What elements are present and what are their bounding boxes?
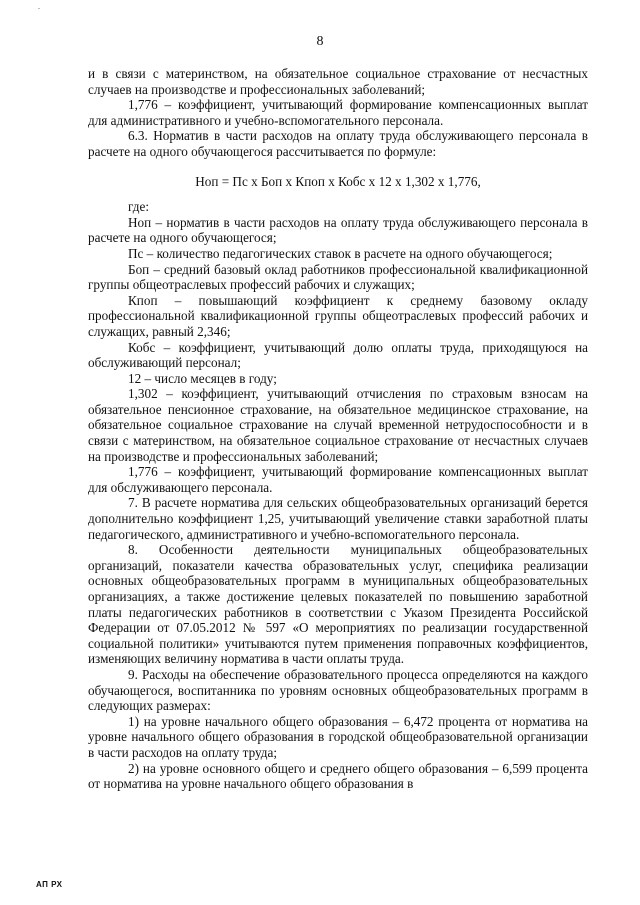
document-body — [88, 66, 588, 792]
list-item: 2) на уровне основного общего и среднего общего образования – 6,599 процента от норматива на уровне начального общего образования в — [88, 760, 588, 792]
definition-item: 1,776 – коэффициент, учитывающий формирование компенсационных выплат для обслуживающего персонала. — [88, 464, 588, 495]
paragraph: 9. Расходы на обеспечение образовательного процесса определяются на каждого обучающегося, воспитанника по уровням основных общеобразовательных программ в следующих размерах: — [88, 666, 588, 714]
definition-item: 1,302 – коэффициент, учитывающий отчисления по страховым взносам на обязательное пенсионное страхование, на обязательное медицинское страхование, на обязательное социальное страхование на случай временной нетрудоспособности и в связи с материнством, на обязательное социальное страхование от несчастных случаев на производстве и профессиональных заболеваний; — [88, 386, 588, 464]
corner-mark: . — [38, 2, 40, 11]
definition-item: 12 – число месяцев в году; — [128, 370, 277, 386]
definition-item: Боп – средний базовый оклад работников профессиональной квалификационной группы общеотраслевых профессий рабочих и служащих; — [88, 261, 588, 293]
paragraph: 7. В расчете норматива для сельских общеобразовательных организаций берется дополнительно коэффициент 1,25, учитывающий увеличение ставки заработной платы педагогического, административного и учебно-вспомогательного персонала. — [88, 495, 588, 542]
page-number: 8 — [316, 34, 324, 49]
paragraph: где: — [128, 199, 149, 215]
footer-mark: АП РХ — [36, 880, 63, 889]
definition-item: Кобс – коэффициент, учитывающий долю оплаты труда, приходящуюся на обслуживающий персонал; — [88, 339, 588, 371]
definition-item: Кпоп – повышающий коэффициент к среднему базовому окладу профессиональной квалификационной группы общеотраслевых профессий рабочих и служащих, равный 2,346; — [88, 292, 588, 339]
paragraph: 8. Особенности деятельности муниципальных общеобразовательных организаций, показатели качества образовательных услуг, специфика реализации основных общеобразовательных программ в муниципальных общеобразовательных организациях, а также достижение целевых показателей по повышению заработной платы педагогических работников в соответствии с Указом Президента Российской Федерации от 07.05.2012 № 597 «О мероприятиях по реализации государственной социальной политики» учитываются путем применения поправочных коэффициентов, изменяющих величину норматива в части оплаты труда. — [88, 542, 588, 667]
paragraph: 1,776 – коэффициент, учитывающий формирование компенсационных выплат для административного и учебно-вспомогательного персонала. — [88, 97, 588, 128]
paragraph: 6.3. Норматив в части расходов на оплату труда обслуживающего персонала в расчете на одного обучающегося рассчитывается по формуле: — [88, 128, 588, 159]
list-item: 1) на уровне начального общего образования – 6,472 процента от норматива на уровне начального общего образования в городской общеобразовательной организации в части расходов на оплату труда; — [88, 713, 588, 760]
paragraph: и в связи с материнством, на обязательное социальное страхование от несчастных случаев на производстве и профессиональных заболеваний; — [88, 66, 588, 97]
definition-item: Пс – количество педагогических ставок в расчете на одного обучающегося; — [128, 245, 553, 261]
definition-item: Ноп – норматив в части расходов на оплату труда обслуживающего персонала в расчете на одного обучающегося; — [88, 214, 588, 246]
formula: Нoп = Пс х Боп х Кпоп х Кобс х 12 х 1,302 х 1,776, — [195, 173, 481, 189]
